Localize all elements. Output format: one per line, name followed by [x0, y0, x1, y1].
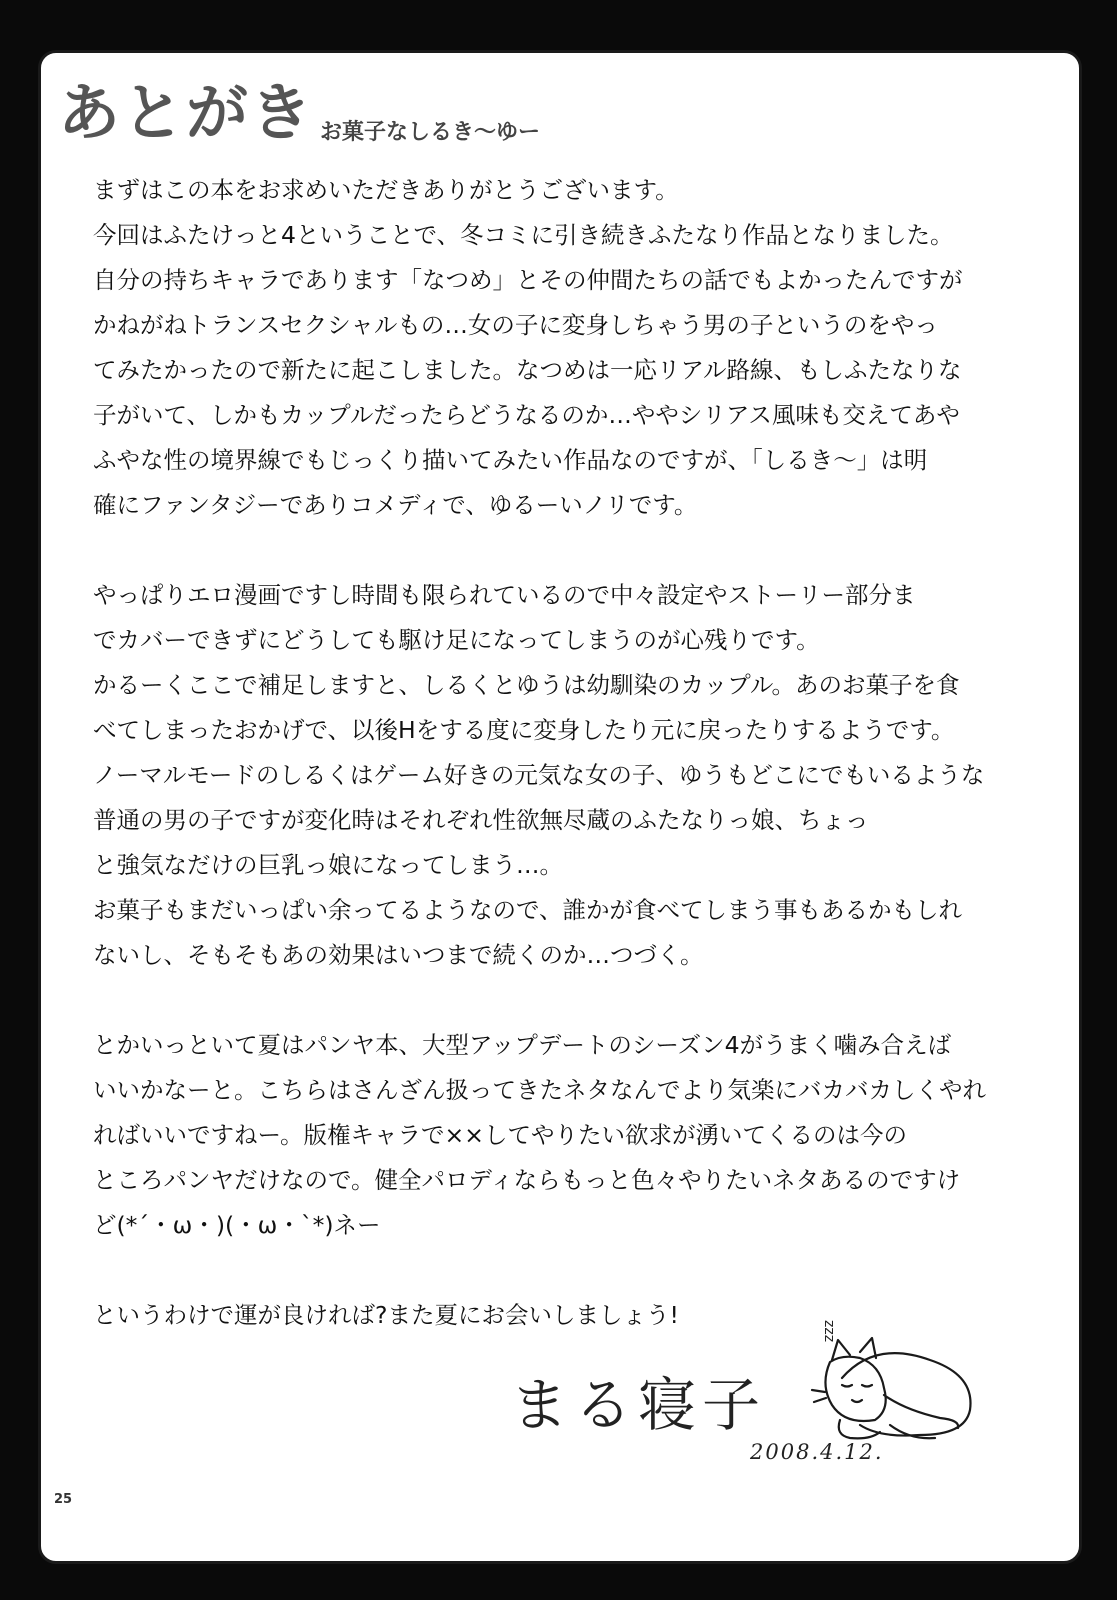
- sleeping-cat-icon: [780, 1300, 980, 1450]
- paragraph-2: [93, 573, 993, 978]
- text-line: べてしまったおかげで、以後Hをする度に変身したり元に戻ったりするようです。: [93, 716, 955, 744]
- text-line: ふやな性の境界線でもじっくり描いてみたい作品なのですが、「しるき〜」は明: [93, 446, 928, 474]
- text-line: お菓子もまだいっぱい余ってるようなので、誰かが食べてしまう事もあるかもしれ: [93, 896, 963, 924]
- text-line: 普通の男の子ですが変化時はそれぞれ性欲無尽蔵のふたなりっ娘、ちょっ: [93, 806, 869, 834]
- author-signature: まる寝子: [510, 1371, 767, 1439]
- text-line: ないし、そもそもあの効果はいつまで続くのか…つづく。: [93, 941, 704, 969]
- text-line: まずはこの本をお求めいただきありがとうございます。: [93, 176, 679, 204]
- text-line: やっぱりエロ漫画ですし時間も限られているので中々設定やストーリー部分ま: [93, 581, 916, 609]
- text-line: ところパンヤだけなので。健全パロディならもっと色々やりたいネタあるのですけ: [93, 1166, 961, 1194]
- text-line: 自分の持ちキャラであります「なつめ」とその仲間たちの話でもよかったんですが: [93, 266, 963, 294]
- page-title: あとがき: [58, 76, 315, 149]
- text-line: 子がいて、しかもカップルだったらどうなるのか…ややシリアス風味も交えてあや: [93, 401, 960, 429]
- zzz-text: zzz: [821, 1320, 837, 1343]
- text-line: 今回はふたけっと4ということで、冬コミに引き続きふたなり作品となりました。: [93, 221, 954, 249]
- text-line: というわけで運が良ければ?また夏にお会いしましょう!: [93, 1301, 679, 1329]
- text-line: てみたかったので新たに起こしました。なつめは一応リアル路線、もしふたなりな: [93, 356, 962, 384]
- page-number: 25: [54, 1492, 73, 1507]
- text-line: ればいいですねー。版権キャラで××してやりたい欲求が湧いてくるのは今の: [93, 1121, 907, 1149]
- paragraph-3: [93, 1023, 993, 1248]
- text-line: とかいっといて夏はパンヤ本、大型アップデートのシーズン4がうまく噛み合えば: [93, 1031, 952, 1059]
- text-line: と強気なだけの巨乳っ娘になってしまう…。: [93, 851, 563, 879]
- text-line: ノーマルモードのしるくはゲーム好きの元気な女の子、ゆうもどこにでもいるような: [93, 761, 985, 789]
- page-subtitle: お菓子なしるき〜ゆー: [320, 120, 541, 145]
- afterword-body: [93, 168, 993, 1338]
- text-line: かねがねトランスセクシャルもの…女の子に変身しちゃう男の子というのをやっ: [93, 311, 938, 339]
- text-line: ど(*´・ω・)(・ω・`*)ネー: [93, 1211, 381, 1239]
- text-line: いいかなーと。こちらはさんざん扱ってきたネタなんでより気楽にバカバカしくやれ: [93, 1076, 986, 1104]
- text-line: でカバーできずにどうしても駆け足になってしまうのが心残りです。: [93, 626, 820, 654]
- paragraph-1: [93, 168, 993, 528]
- signature-date: 2008.4.12.: [750, 1440, 884, 1464]
- text-line: 確にファンタジーでありコメディで、ゆるーいノリです。: [93, 491, 698, 519]
- text-line: かるーくここで補足しますと、しるくとゆうは幼馴染のカップル。あのお菓子を食: [93, 671, 960, 699]
